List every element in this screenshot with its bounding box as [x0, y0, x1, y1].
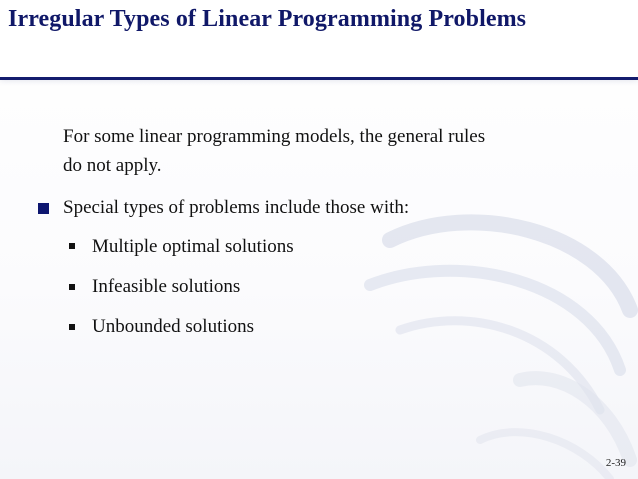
slide-title: Irregular Types of Linear Programming Problems	[8, 6, 527, 32]
page-number: 2-39	[605, 457, 626, 469]
title-band	[0, 0, 638, 77]
sub-bullet-1: Multiple optimal solutions	[92, 236, 294, 257]
sub-bullet-2: Infeasible solutions	[92, 276, 241, 297]
small-square-bullet-icon	[69, 324, 75, 330]
square-bullet-icon	[38, 203, 49, 214]
small-square-bullet-icon	[69, 284, 75, 290]
bullet-main-text: Special types of problems include those with:	[63, 197, 410, 218]
intro-line-1: For some linear programming models, the general rules	[63, 126, 486, 147]
small-square-bullet-icon	[69, 243, 75, 249]
intro-line-2: do not apply.	[63, 155, 162, 176]
sub-bullet-3: Unbounded solutions	[92, 316, 255, 337]
title-divider	[0, 77, 638, 80]
